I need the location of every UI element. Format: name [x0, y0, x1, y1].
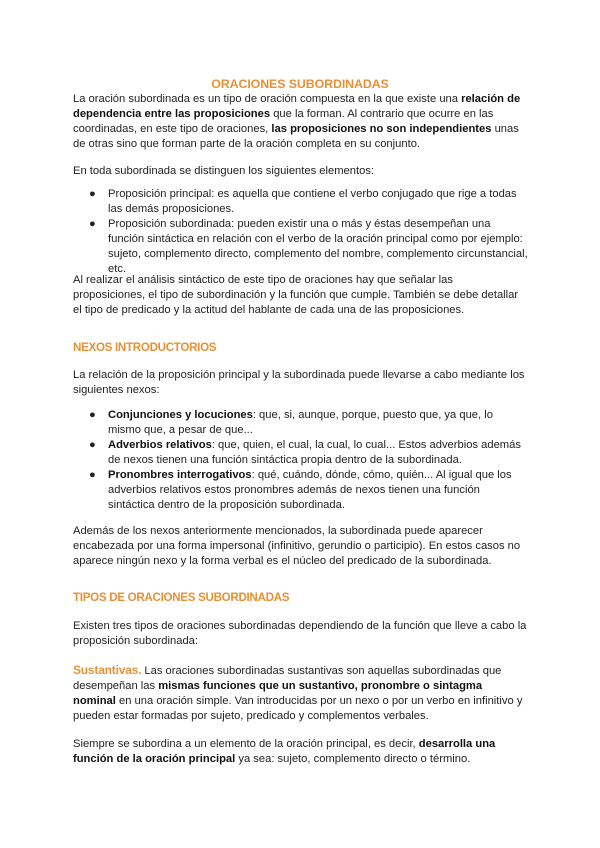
- elements-intro: [73, 164, 528, 179]
- tipos-intro: [73, 619, 528, 649]
- sustantivas-paragraph: Sustantivas. Las oraciones subordinadas sustantivas son aquellas subordinadas que desempeñan las mismas funciones que un sustantivo, pronombre o sintagma nominal en una oración simple. Van introducidas por un nexo o por un verbo en infinitivo y pueden estar formadas por sujeto, predicado y complementos verbales.: [73, 663, 523, 722]
- nexos-outro-text: Además de los nexos anteriormente mencionados, la subordinada puede aparecer encabezada por una forma impersonal (infinitivo, gerundio o participio). En estos casos no aparece ningún nexo y la forma verbal es el núcleo del predicado de la subordinada.: [73, 525, 521, 567]
- intro-text-3: unas de otras sino que forman parte de la oración completa en su conjunto.: [73, 123, 519, 150]
- intro-paragraph: [73, 92, 528, 152]
- siempre-paragraph: Siempre se subordina a un elemento de la oración principal, es decir, desarrolla una función de la oración principal ya sea: sujeto, complemento directo o término.: [73, 738, 496, 765]
- document-title: ORACIONES SUBORDINADAS: [211, 77, 389, 91]
- nexos-heading: NEXOS INTRODUCTORIOS: [73, 341, 217, 354]
- elements-list: [73, 187, 528, 277]
- bullet-icon: ●: [89, 439, 96, 451]
- nexos-intro: [73, 368, 528, 398]
- list-item: ● Pronombres interrogativos: qué, cuándo, dónde, cómo, quién... Al igual que los adverbios relativos estos pronombres además de nexos tienen una función sintáctica dentro de la proposición subordinada.: [89, 469, 512, 511]
- analysis-paragraph: [73, 273, 528, 318]
- bullet-icon: ●: [89, 469, 96, 481]
- intro-text-2: que la forman. Al contrario que ocurre en las coordinadas, en este tipo de oraciones,: [73, 108, 494, 135]
- bullet-icon: ●: [89, 188, 96, 200]
- bullet-icon: ●: [89, 218, 96, 230]
- list-item: ● Adverbios relativos: que, quien, el cual, la cual, lo cual... Estos adverbios además de nexos tienen una función sintáctica propia dentro de la subordinada.: [89, 439, 521, 466]
- nexos-outro: [73, 524, 528, 569]
- analysis-text: Al realizar el análisis sintáctico de este tipo de oraciones hay que señalar las proposiciones, el tipo de subordinación y la función que cumple. También se debe detallar el tipo de predicado y la actitud del hablante de cada una de las proposiciones.: [73, 274, 519, 316]
- list-item: ● Conjunciones y locuciones: que, si, aunque, porque, puesto que, ya que, lo mismo que, a pesar de que...: [89, 409, 493, 436]
- list-item: ● Proposición principal: es aquella que contiene el verbo conjugado que rige a todas las demás proposiciones.: [89, 188, 517, 215]
- intro-bold-2: las proposiciones no son independientes: [271, 123, 492, 135]
- list-item: ● Proposición subordinada: pueden existir una o más y éstas desempeñan una función sintáctica en relación con el verbo de la oración principal como por ejemplo: sujeto, complemento directo, complemento del nombre, complemento circunstancial, etc.: [89, 218, 528, 275]
- nexos-intro-text: La relación de la proposición principal y la subordinada puede llevarse a cabo mediante los siguientes nexos:: [73, 369, 525, 396]
- tipos-intro-text: Existen tres tipos de oraciones subordinadas dependiendo de la función que lleve a cabo la proposición subordinada:: [73, 620, 527, 647]
- intro-bold-1: relación de dependencia entre las proposiciones: [73, 93, 521, 120]
- intro-text-1: La oración subordinada es un tipo de oración compuesta en la que existe una: [73, 93, 462, 105]
- sustantivas-label: Sustantivas.: [73, 663, 142, 677]
- bullet-icon: ●: [89, 409, 96, 421]
- tipos-heading: TIPOS DE ORACIONES SUBORDINADAS: [73, 591, 290, 604]
- nexos-list: [73, 408, 528, 513]
- elements-intro-text: En toda subordinada se distinguen los siguientes elementos:: [73, 165, 375, 177]
